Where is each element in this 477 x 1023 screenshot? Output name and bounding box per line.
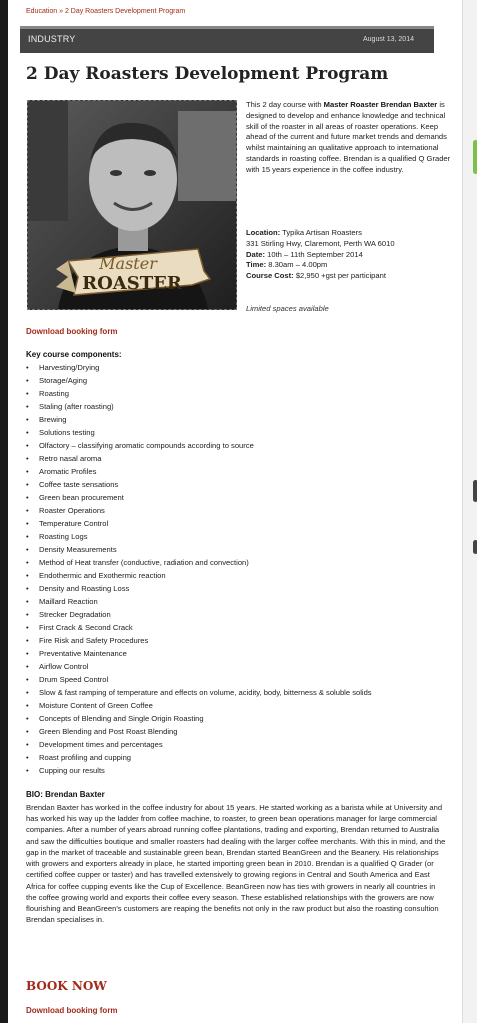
list-item-label: Development times and percentages (39, 740, 163, 749)
page-left-border (0, 0, 8, 1023)
list-item (26, 660, 372, 673)
key-components-heading: Key course components: (26, 350, 122, 359)
list-item (26, 751, 372, 764)
bullet-icon: • (26, 636, 29, 645)
list-item (26, 712, 372, 725)
list-item-label: Roast profiling and cupping (39, 753, 132, 762)
list-item-label: Drum Speed Control (39, 675, 109, 684)
breadcrumb (26, 8, 185, 15)
bullet-icon: • (26, 519, 29, 528)
breadcrumb-current: 2 Day Roasters Development Program (64, 8, 186, 15)
list-item-label: Roasting Logs (39, 532, 88, 541)
list-item-label: Green Blending and Post Roast Blending (39, 727, 178, 736)
list-item-label: Staling (after roasting) (39, 402, 114, 411)
date-value: 10th – 11th September 2014 (267, 249, 363, 259)
list-item-label: Roaster Operations (39, 506, 105, 515)
bullet-icon: • (26, 675, 29, 684)
list-item (26, 530, 372, 543)
list-item (26, 699, 372, 712)
page-title: 2 Day Roasters Development Program (26, 64, 389, 84)
bullet-icon: • (26, 701, 29, 710)
bullet-icon: • (26, 428, 29, 437)
list-item (26, 621, 372, 634)
list-item-label: Method of Heat transfer (conductive, radiation and convection) (39, 558, 249, 567)
bullet-icon: • (26, 688, 29, 697)
cost-row (246, 271, 456, 282)
list-item (26, 465, 372, 478)
list-item-label: Slow & fast ramping of temperature and effects on volume, acidity, body, bitterness & soluble solids (39, 688, 372, 697)
bio-text: Brendan Baxter has worked in the coffee industry for about 15 years. He started working as a barista while at University and has worked his way up the ladder from coffee machine, to roaster, to green bean operations manager for large commercial companies. After a number of years abroad running coffee plantations, trading and exporting, Brendan returned to Australia and saw the difficulties boutique and smaller roasters had dealing with the larger coffee merchants. With this in mind, and the gap in the market of traceable and sustainable green bean, Brendan started BeanGreen and the Beanery. His relationships with growers and exporters already in place, he started importing green bean in 2010. Brendan is a qualified Q Grader (or certified coffee cupper or taster) and has travelled extensively to growing regions in Central and South America and East Africa for coffee cupping events like the Cup of Excellence. BeanGreen now has ties with growers in nearly all countries in the coffee growing world and exports their coffee every season. These established relationships with the growers are now flourishing and BeanGreen's customers are reaping the benefits not only in the raw product but also the roasting consultion Brendan specialises in. (26, 803, 446, 925)
list-item-label: Solutions testing (39, 428, 95, 437)
intro-instructor-name: Master Roaster Brendan Baxter (323, 100, 438, 109)
list-item (26, 452, 372, 465)
bullet-icon: • (26, 389, 29, 398)
list-item-label: Density Measurements (39, 545, 117, 554)
list-item-label: Temperature Control (39, 519, 109, 528)
cost-value: $2,950 +gst per participant (295, 271, 386, 281)
list-item-label: Olfactory – classifying aromatic compounds according to source (39, 441, 254, 450)
sidebar-edge (462, 0, 477, 1023)
bullet-icon: • (26, 558, 29, 567)
bullet-icon: • (26, 454, 29, 463)
cost-label: Course Cost: (246, 271, 294, 281)
list-item-label: Harvesting/Drying (39, 363, 100, 372)
bullet-icon: • (26, 493, 29, 502)
list-item-label: Roasting (39, 389, 69, 398)
download-booking-form-link-bottom[interactable]: Download booking form (26, 1006, 118, 1015)
bullet-icon: • (26, 610, 29, 619)
time-row (246, 260, 456, 271)
bullet-icon: • (26, 584, 29, 593)
list-item-label: Coffee taste sensations (39, 480, 119, 489)
list-item (26, 426, 372, 439)
location-row (246, 228, 456, 239)
bullet-icon: • (26, 415, 29, 424)
list-item (26, 556, 372, 569)
bullet-icon: • (26, 571, 29, 580)
list-item (26, 686, 372, 699)
date-row (246, 250, 456, 261)
sidebar-edge-accent (473, 140, 477, 174)
bullet-icon: • (26, 402, 29, 411)
list-item-label: Retro nasal aroma (39, 454, 102, 463)
list-item (26, 725, 372, 738)
bullet-icon: • (26, 441, 29, 450)
list-item (26, 738, 372, 751)
list-item (26, 361, 372, 374)
bullet-icon: • (26, 753, 29, 762)
list-item (26, 764, 372, 777)
list-item-label: Cupping our results (39, 766, 105, 775)
list-item-label: Maillard Reaction (39, 597, 98, 606)
list-item (26, 543, 372, 556)
list-item (26, 595, 372, 608)
bullet-icon: • (26, 714, 29, 723)
address-row: 331 Stirling Hwy, Claremont, Perth WA 6010 (246, 238, 395, 248)
list-item-label: Density and Roasting Loss (39, 584, 130, 593)
list-item-label: Strecker Degradation (39, 610, 111, 619)
list-item-label: Endothermic and Exothermic reaction (39, 571, 166, 580)
list-item-label: Fire Risk and Safety Procedures (39, 636, 149, 645)
bullet-icon: • (26, 662, 29, 671)
location-value: Typika Artisan Roasters (282, 228, 362, 237)
master-roaster-photo (28, 101, 236, 309)
category-bar (20, 26, 434, 53)
intro-text-end: is designed to develop and enhance knowledge and technical skill of the roaster in all areas of roaster operations. Keep ahead of the current and future market trends and demands whilst maintaining an qualitative approach to international standards in roasting coffee. Brendan is a qualified Q Grader with 15 years experience in the coffee industry. (246, 100, 451, 174)
limited-spaces-note: Limited spaces available (246, 304, 329, 313)
bullet-icon: • (26, 623, 29, 632)
list-item-label: Airflow Control (39, 662, 89, 671)
list-item-label: Concepts of Blending and Single Origin Roasting (39, 714, 204, 723)
course-details (246, 228, 456, 282)
list-item-label: Brewing (39, 415, 67, 424)
list-item (26, 673, 372, 686)
location-label: Location: (246, 228, 281, 237)
list-item (26, 413, 372, 426)
time-label: Time: (246, 260, 267, 270)
bullet-icon: • (26, 363, 29, 372)
breadcrumb-separator: » (59, 8, 63, 15)
badge-title-text: ROASTER (82, 273, 182, 294)
list-item (26, 374, 372, 387)
bullet-icon: • (26, 766, 29, 775)
list-item-label: Moisture Content of Green Coffee (39, 701, 153, 710)
bullet-icon: • (26, 649, 29, 658)
bullet-icon: • (26, 480, 29, 489)
sidebar-edge-accent (473, 540, 477, 554)
list-item (26, 478, 372, 491)
list-item (26, 387, 372, 400)
list-item (26, 517, 372, 530)
bullet-icon: • (26, 545, 29, 554)
list-item-label: First Crack & Second Crack (39, 623, 133, 632)
date-label: Date: (246, 249, 265, 259)
list-item (26, 647, 372, 660)
list-item (26, 439, 372, 452)
category-label[interactable]: INDUSTRY (28, 34, 76, 44)
bio-heading: BIO: Brendan Baxter (26, 790, 105, 799)
list-item-label: Aromatic Profiles (39, 467, 97, 476)
sidebar-edge-accent (473, 480, 477, 502)
course-photo (27, 100, 237, 310)
key-components-list (26, 361, 372, 777)
list-item (26, 569, 372, 582)
list-item (26, 400, 372, 413)
list-item-label: Green bean procurement (39, 493, 124, 502)
time-value: 8.30am – 4.00pm (268, 260, 328, 270)
download-booking-form-link[interactable]: Download booking form (26, 327, 118, 336)
list-item (26, 608, 372, 621)
bullet-icon: • (26, 740, 29, 749)
list-item (26, 634, 372, 647)
list-item (26, 582, 372, 595)
book-now-button[interactable]: BOOK NOW (26, 979, 107, 993)
list-item (26, 504, 372, 517)
bullet-icon: • (26, 532, 29, 541)
bullet-icon: • (26, 506, 29, 515)
breadcrumb-link-education[interactable]: Education (26, 8, 58, 15)
bullet-icon: • (26, 376, 29, 385)
bullet-icon: • (26, 727, 29, 736)
badge-script-text: Master (99, 254, 157, 273)
intro-text-start: This 2 day course with (246, 100, 324, 109)
list-item (26, 491, 372, 504)
bullet-icon: • (26, 597, 29, 606)
post-date: August 13, 2014 (363, 36, 414, 43)
bullet-icon: • (26, 467, 29, 476)
list-item-label: Preventative Maintenance (39, 649, 127, 658)
list-item-label: Storage/Aging (39, 376, 88, 385)
course-intro (246, 100, 456, 175)
